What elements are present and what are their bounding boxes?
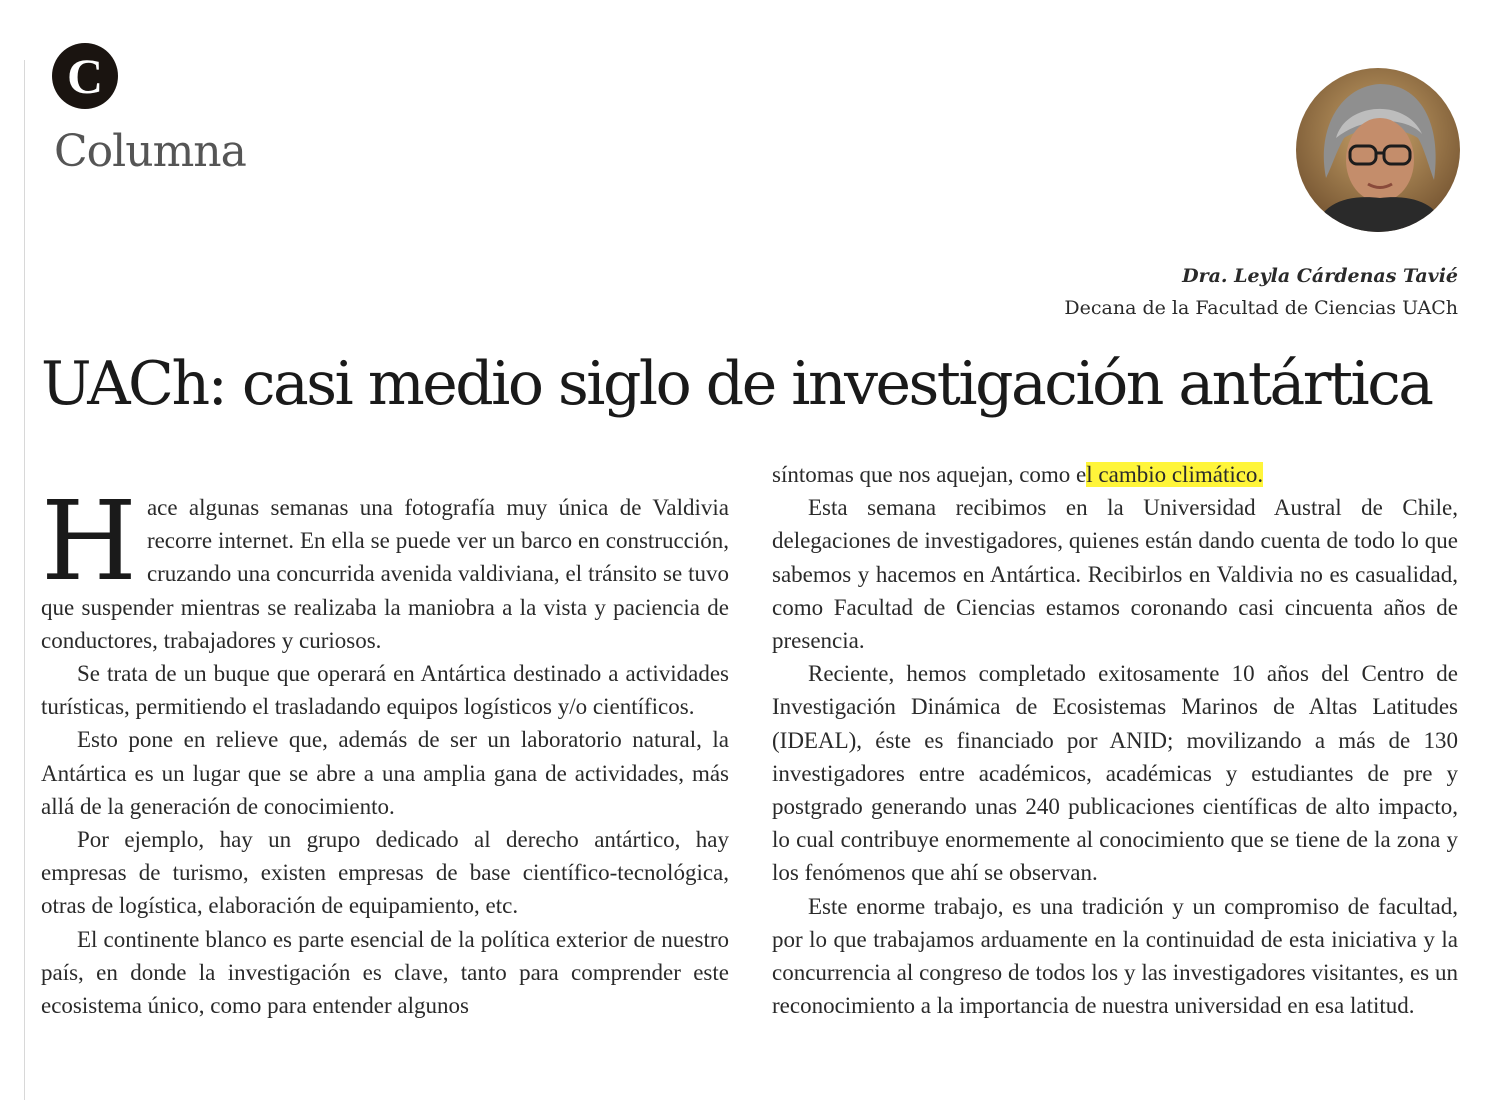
paragraph-3: Esto pone en relieve que, además de ser un laboratorio natural, la Antártica es un lugar que se abre a una amplia gana de actividades, más allá de la generación de conocimiento. [41,727,729,819]
paragraph-8: Este enorme trabajo, es una tradición y un compromiso de facultad, por lo que trabajamos arduamente en la continuidad de esta iniciativa y la concurrencia al congreso de todos los y las investigadores visitantes, es un reconocimiento a la importancia de nuestra universidad en esa latitud. [772,893,1458,1019]
paragraph-2: Se trata de un buque que operará en Antártica destinado a actividades turísticas, permitiendo el trasladando equipos logísticos y/o científicos. [41,661,729,720]
paragraph-continued-text: síntomas que nos aquejan, como e [772,462,1087,487]
highlighted-text: l cambio climático. [1086,462,1264,487]
article-headline: UACh: casi medio siglo de investigación antártica [41,349,1432,419]
author-role: Decana de la Facultad de Ciencias UACh [1064,297,1458,319]
author-portrait [1296,68,1460,232]
section-badge-icon: C [52,43,118,109]
author-portrait-image [1296,68,1460,232]
paragraph-4: Por ejemplo, hay un grupo dedicado al derecho antártico, hay empresas de turismo, existen empresas de base científico-tecnológica, otras de logística, elaboración de equipamiento, etc. [41,827,729,919]
section-label: Columna [54,126,246,177]
article-column-left [41,477,729,1022]
paragraph-6: Esta semana recibimos en la Universidad Austral de Chile, delegaciones de investigadores, quienes están dando cuenta de todo lo que sabemos y hacemos en Antártica. Recibirlos en Valdivia no es casualidad, como Facultad de Ciencias estamos coronando casi cincuenta años de presencia. [772,495,1458,654]
paragraph-continued [772,458,1458,491]
author-byline [1064,260,1458,324]
paragraph-1 [41,477,729,657]
paragraph-1-text: ace algunas semanas una fotografía muy única de Valdivia recorre internet. En ella se puede ver un barco en construcción, cruzando una concurrida avenida valdiviana, el tránsito se tuvo que suspender mientras se realizaba la maniobra a la vista y paciencia de conductores, trabajadores y curiosos. [41,495,729,653]
author-name: Dra. Leyla Cárdenas Tavié [1182,265,1458,287]
drop-cap: H [41,477,137,605]
paragraph-7: Reciente, hemos completado exitosamente 10 años del Centro de Investigación Dinámica de Ecosistemas Marinos de Altas Latitudes (IDEAL), éste es financiado por ANID; movilizando a más de 130 investigadores entre académicos, académicas y estudiantes de pre y postgrado generando unas 240 publicaciones científicas de alto impacto, lo cual contribuye enormemente al conocimiento que se tiene de la zona y los fenómenos que ahí se observan. [772,661,1458,886]
page-left-rule [24,60,25,1100]
article-column-right [772,458,1458,1022]
paragraph-5: El continente blanco es parte esencial de la política exterior de nuestro país, en donde la investigación es clave, tanto para comprender este ecosistema único, como para entender algunos [41,926,729,1019]
